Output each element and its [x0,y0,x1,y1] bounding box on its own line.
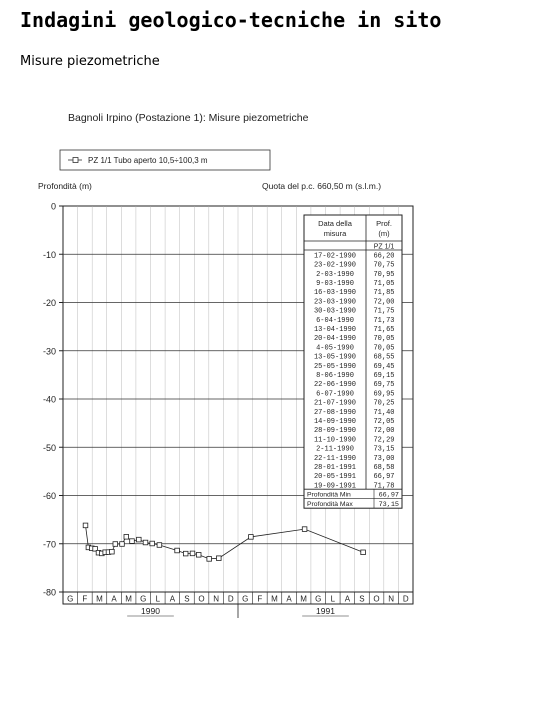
table-cell-date: 16-03-1990 [313,289,357,298]
table-cell-depth: 66,97 [373,473,395,482]
table-cell-depth: 72,00 [373,427,395,436]
series-line [86,525,364,559]
chart-title: Bagnoli Irpino (Postazione 1): Misure piezometriche [68,112,309,124]
table-summary-label: Profondità Max [307,501,353,509]
table-cell-date: 22-11-1990 [313,454,357,463]
data-point [361,550,366,555]
month-label: D [227,594,234,604]
month-label: M [96,594,103,604]
month-label: L [155,594,161,604]
table-subheader: PZ 1/1 [373,243,395,251]
y-tick-label: -40 [42,394,56,405]
y-tick-label: -10 [42,249,56,260]
month-label: O [198,594,205,604]
table-cell-depth: 72,00 [373,298,395,307]
y-tick-label: -20 [42,298,56,308]
year-label: 1990 [141,606,160,616]
y-tick-label: -70 [42,539,56,550]
data-point [124,535,129,540]
table-cell-date: 20-05-1991 [313,473,357,482]
table-cell-depth: 71,05 [373,280,395,288]
table-cell-depth: 71,65 [373,326,395,334]
table-cell-depth: 70,95 [373,270,395,279]
data-point [150,541,155,546]
table-cell-date: 19-09-1991 [313,482,357,491]
table-cell-depth: 72,05 [373,418,395,426]
data-point [110,549,115,554]
month-label: O [373,594,380,604]
table-cell-depth: 73,00 [373,454,395,463]
table-cell-date: 25-05-1990 [313,362,357,371]
y-tick-label: 0 [50,201,56,212]
month-label: G [140,594,147,604]
legend-marker [73,158,78,163]
table-cell-date: 21-07-1990 [313,399,357,408]
y-axis-label: Profondità (m) [38,181,92,191]
data-point [175,548,180,553]
table-summary-value: 66,97 [378,491,399,500]
data-point [143,540,148,545]
month-label: A [169,594,176,604]
table-cell-date: 2-11-1990 [316,445,354,454]
table-cell-depth: 70,75 [373,261,395,270]
table-cell-date: 14-09-1990 [313,418,357,426]
table-cell-depth: 69,75 [373,381,395,390]
year-label: 1991 [316,606,335,616]
data-point [207,557,212,562]
table-cell-date: 8-06-1990 [316,372,354,380]
table-cell-date: 4-05-1990 [316,344,354,353]
table-cell-depth: 71,85 [373,289,395,298]
month-label: G [315,594,322,604]
data-point [83,523,88,528]
month-label: N [388,594,395,604]
table-cell-depth: 70,25 [373,399,395,408]
table-cell-date: 6-04-1990 [316,316,354,325]
table-cell-date: 27-08-1990 [313,408,357,417]
table-cell-depth: 68,58 [373,464,395,472]
month-label: S [184,594,190,604]
table-header-date: misura [323,229,347,238]
table-cell-date: 23-03-1990 [313,298,357,307]
table-cell-date: 17-02-1990 [313,252,357,261]
table-cell-depth: 69,15 [373,372,395,380]
month-label: N [213,594,220,604]
data-point [120,542,125,547]
y-tick-label: -80 [42,587,56,598]
data-point [183,551,188,556]
table-cell-depth: 71,40 [373,408,395,417]
table-cell-depth: 71,78 [373,482,395,491]
table-header-depth: Prof. [376,219,392,228]
table-cell-date: 13-04-1990 [313,326,357,334]
data-point [249,535,254,540]
data-point [137,537,142,542]
month-label: S [359,594,365,604]
table-cell-date: 22-06-1990 [313,381,357,390]
table-header-date: Data della [318,219,352,228]
piezometric-chart [30,95,520,655]
month-label: F [257,594,263,604]
table-cell-depth: 69,45 [373,362,395,371]
table-cell-depth: 70,05 [373,344,395,353]
table-cell-depth: 69,95 [373,390,395,399]
table-cell-date: 6-07-1990 [316,390,354,399]
table-cell-date: 23-02-1990 [313,261,357,270]
table-cell-date: 28-09-1990 [313,427,357,436]
table-summary-value: 73,15 [378,501,399,510]
quota-label: Quota del p.c. 660,50 m (s.l.m.) [262,181,382,191]
table-cell-depth: 70,05 [373,335,395,344]
table-cell-date: 20-04-1990 [313,335,357,344]
table-cell-depth: 71,73 [373,316,395,325]
data-point [157,543,162,548]
table-header-depth: (m) [378,229,390,238]
month-label: F [82,594,88,604]
month-label: L [330,594,336,604]
y-tick-label: -50 [42,442,56,453]
month-label: G [242,594,249,604]
table-summary-label: Profondità Min [307,491,351,499]
month-label: M [125,594,132,604]
page-title: Indagini geologico-tecniche in sito [20,8,442,32]
table-cell-depth: 73,15 [373,445,395,454]
table-cell-date: 28-01-1991 [313,464,357,472]
y-tick-label: -30 [42,346,56,357]
table-cell-depth: 72,29 [373,436,395,445]
data-point [217,556,222,561]
data-point [196,553,201,558]
table-cell-date: 9-03-1990 [316,280,354,288]
data-point [190,551,195,556]
table-cell-date: 13-05-1990 [313,353,357,362]
month-label: A [286,594,292,604]
table-cell-date: 30-03-1990 [313,307,357,316]
month-label: D [402,594,409,604]
month-label: A [344,594,351,604]
y-tick-label: -60 [42,491,56,501]
month-label: M [271,594,278,604]
data-point [113,542,118,547]
page-subtitle: Misure piezometriche [20,54,160,69]
month-label: G [67,594,74,604]
table-cell-depth: 68,55 [373,353,395,362]
data-point [130,539,135,544]
table-cell-depth: 71,75 [373,307,395,316]
month-label: A [111,594,117,604]
legend-label: PZ 1/1 Tubo aperto 10,5÷100,3 m [88,156,208,165]
table-cell-depth: 66,20 [373,252,395,261]
table-cell-date: 11-10-1990 [313,436,357,445]
data-point [302,527,307,532]
month-label: M [300,594,307,604]
table-cell-date: 2-03-1990 [316,270,354,279]
piezometric-figure [30,95,520,655]
